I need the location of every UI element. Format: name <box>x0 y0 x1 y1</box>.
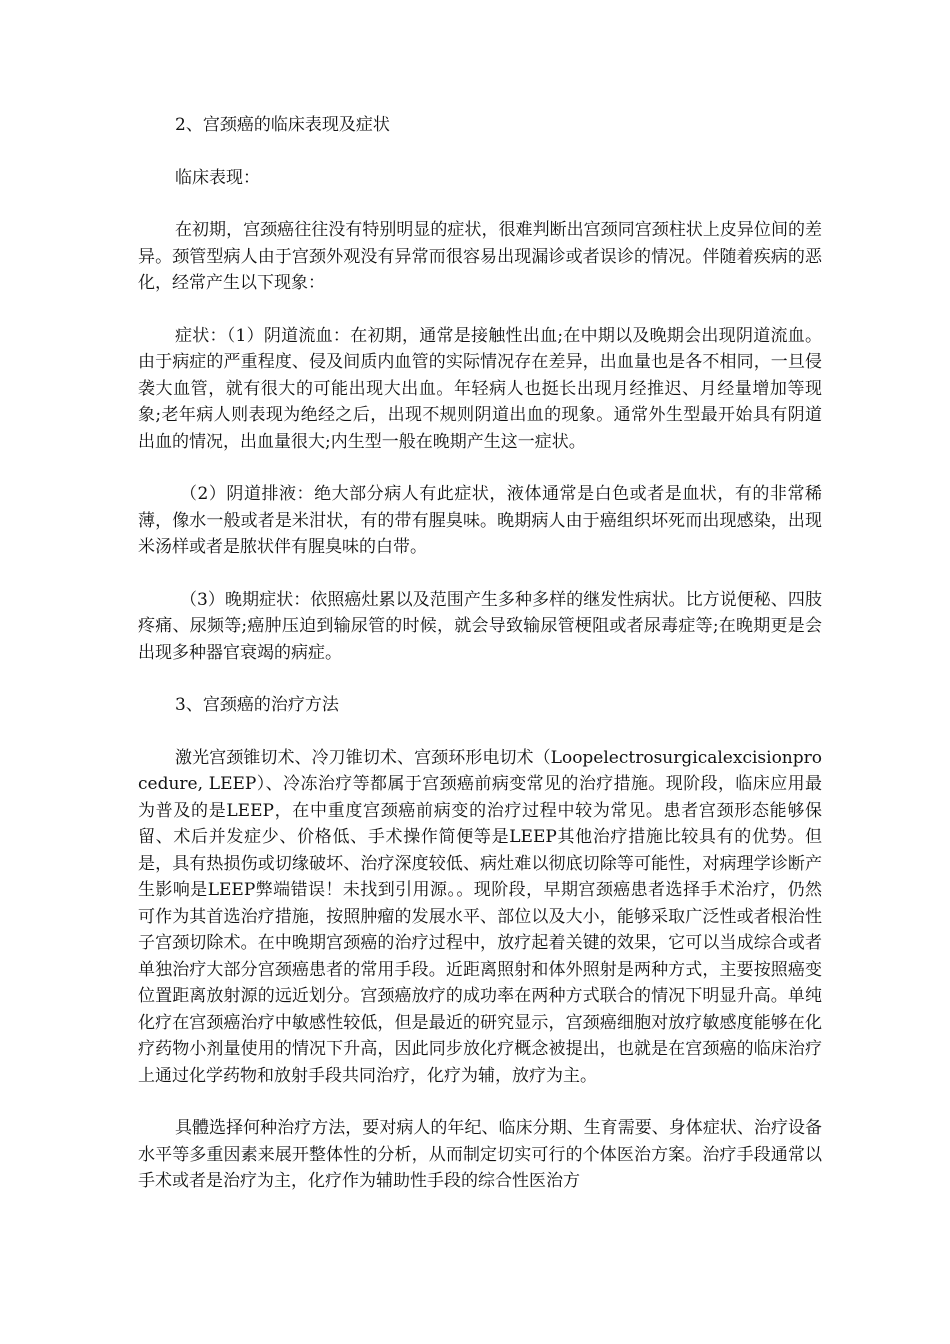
symptom-1-paragraph: 症状：（1）阴道流血：在初期，通常是接触性出血;在中期以及晚期会出现阴道流血。由于病症的严重程度、侵及间质内血管的实际情况存在差异，出血量也是各不相同，一旦侵袭大血管，就有很大的可能出现大出血。年轻病人也挺长出现月经推迟、月经量增加等现象;老年病人则表现为绝经之后，出现不规则阴道出血的现象。通常外生型最开始具有阴道出血的情况，出血量很大;内生型一般在晚期产生这一症状。 <box>138 325 822 452</box>
section-3-heading: 3、宫颈癌的治疗方法 <box>175 695 339 715</box>
symptom-3-paragraph: （3）晚期症状：依照癌灶累以及范围产生多种多样的继发性病状。比方说便秘、四肢疼痛、尿频等;癌肿压迫到输尿管的时候，就会导致输尿管梗阻或者尿毒症等;在晚期更是会出现多种器官衰竭的病症。 <box>138 589 822 663</box>
document-page <box>138 112 822 1221</box>
treatment-choice-paragraph: 具體选择何种治疗方法，要对病人的年纪、临床分期、生育需要、身体症状、治疗设备水平等多重因素来展开整体性的分析，从而制定切实可行的个体医治方案。治疗手段通常以手术或者是治疗为主，化疗作为辅助性手段的综合性医治方 <box>138 1118 822 1191</box>
symptom-2-paragraph: （2）阴道排液：绝大部分病人有此症状，液体通常是白色或者是血状，有的非常稀薄，像水一般或者是米泔状，有的带有腥臭味。晚期病人由于癌组织坏死而出现感染，出现米汤样或者是脓状伴有腥臭味的白带。 <box>138 484 822 557</box>
intro-paragraph: 在初期，宫颈癌往往没有特别明显的症状，很难判断出宫颈同宫颈柱状上皮异位间的差异。颈管型病人由于宫颈外观没有异常而很容易出现漏诊或者误诊的情况。伴随着疾病的恶化，经常产生以下现象： <box>138 220 822 293</box>
section-2-heading: 2、宫颈癌的临床表现及症状 <box>175 115 390 135</box>
treatment-paragraph: 激光宫颈锥切术、冷刀锥切术、宫颈环形电切术（Loopelectrosurgicalexcisionprocedure, LEEP）、冷冻治疗等都属于宫颈癌前病变常见的治疗措施。现阶段，临床应用最为普及的是LEEP，在中重度宫颈癌前病变的治疗过程中较为常见。患者宫颈形态能够保留、术后并发症少、价格低、手术操作简便等是LEEP其他治疗措施比较具有的优势。但是，具有热损伤或切缘破坏、治疗深度较低、病灶难以彻底切除等可能性，对病理学诊断产生影响是LEEP弊端错误！未找到引用源。。现阶段，早期宫颈癌患者选择手术治疗，仍然可作为其首选治疗措施，按照肿瘤的发展水平、部位以及大小，能够采取广泛性或者根治性子宫颈切除术。在中晚期宫颈癌的治疗过程中，放疗起着关键的效果，它可以当成综合或者单独治疗大部分宫颈癌患者的常用手段。近距离照射和体外照射是两种方式，主要按照癌变位置距离放射源的远近划分。宫颈癌放疗的成功率在两种方式联合的情况下明显升高。单纯化疗在宫颈癌治疗中敏感性较低，但是最近的研究显示，宫颈癌细胞对放疗敏感度能够在化疗药物小剂量使用的情况下升高，因此同步放化疗概念被提出，也就是在宫颈癌的临床治疗上通过化学药物和放射手段共同治疗，化疗为辅，放疗为主。 <box>138 747 822 1086</box>
clinical-manifestation-label: 临床表现： <box>175 167 260 188</box>
